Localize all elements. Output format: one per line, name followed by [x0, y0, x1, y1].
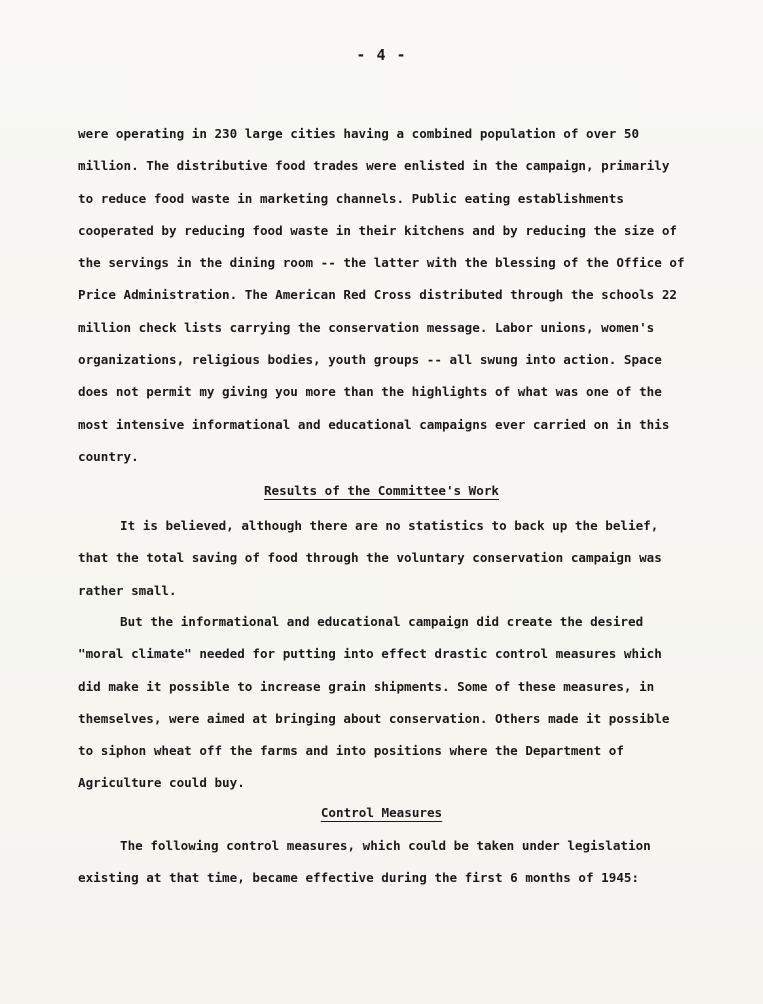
- paragraph-control-1: The following control measures, which could be taken under legislation existing at that time, became effective during the first 6 months of 1945:: [78, 838, 651, 886]
- page-number: - 4 -: [356, 46, 407, 64]
- paragraph-results-2: But the informational and educational campaign did create the desired "moral climate" needed for putting into effect drastic control measures which did make it possible to increase grain shipments. Some of these measures, in themselves, were aimed at bringing about conservation. Others made it possible to siphon wheat off the farms and into positions where the Department of Agriculture could buy.: [78, 614, 670, 791]
- heading-control-measures-text: Control Measures: [320, 805, 443, 820]
- paragraph-continuation: were operating in 230 large cities having a combined population of over 50 million. The distributive food trades were enlisted in the campaign, primarily to reduce food waste in marketing channels. Public eating establishments cooperated by reducing food waste in their kitchens and by reducing the size of the servings in the dining room -- the latter with the blessing of the Office of Price Administration. The American Red Cross distributed through the schools 22 million check lists carrying the conservation message. Labor unions, women's organizations, religious bodies, youth groups -- all swung into action. Space does not permit my giving you more than the highlights of what was one of the most intensive informational and educational campaigns ever carried on in this country.: [78, 126, 685, 464]
- heading-results-text: Results of the Committee's Work: [263, 483, 500, 498]
- paragraph-results-1: It is believed, although there are no statistics to back up the belief, that the total saving of food through the voluntary conservation campaign was rather small.: [78, 518, 662, 598]
- heading-control-measures: [0, 803, 763, 823]
- heading-results: [0, 481, 763, 501]
